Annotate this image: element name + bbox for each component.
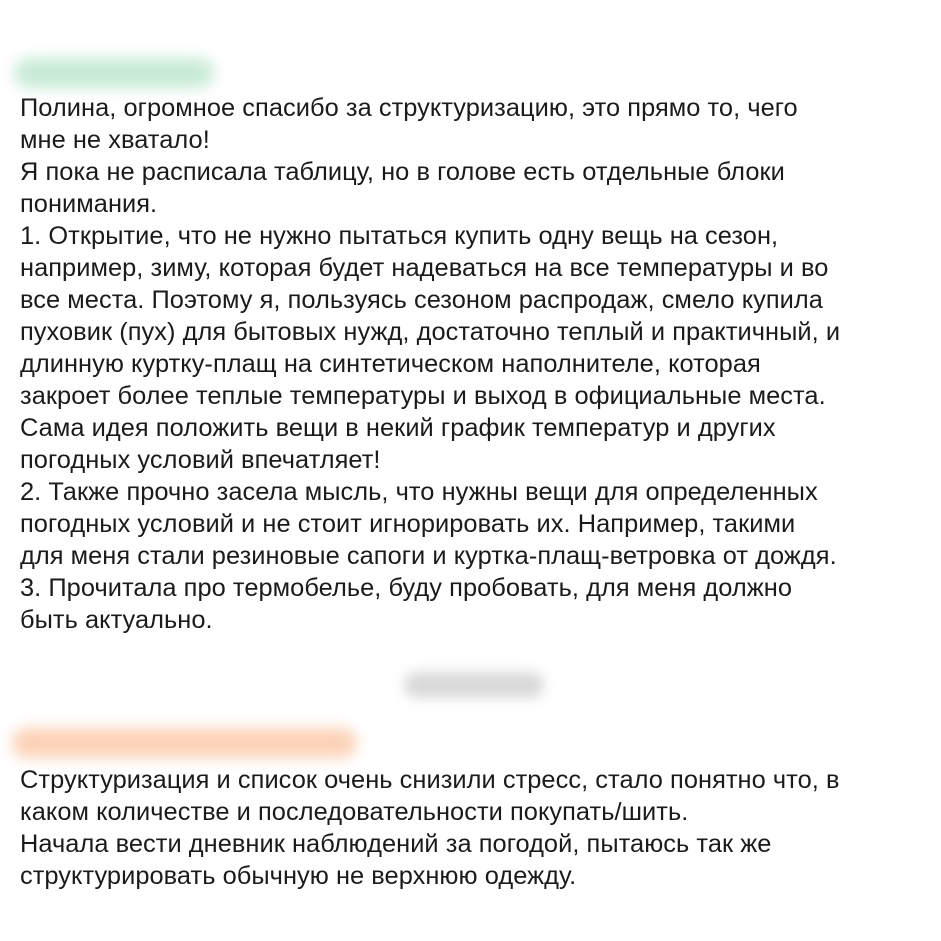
message-line: Сама идея положить вещи в некий график температур и других bbox=[20, 414, 776, 442]
message-line: мне не хватало! bbox=[20, 126, 210, 154]
message-line: Структуризация и список очень снизили стресс, стало понятно что, в bbox=[20, 766, 840, 794]
message-line: погодных условий впечатляет! bbox=[20, 446, 381, 474]
message-line: 3. Прочитала про термобелье, буду пробовать, для меня должно bbox=[20, 574, 792, 602]
message-line: Полина, огромное спасибо за структуризацию, это прямо то, чего bbox=[20, 94, 798, 122]
date-divider-blurred bbox=[404, 672, 544, 698]
message-line: Я пока не расписала таблицу, но в голове есть отдельные блоки bbox=[20, 158, 785, 186]
message-line: быть актуально. bbox=[20, 606, 213, 634]
message-line: пуховик (пух) для бытовых нужд, достаточно теплый и практичный, и bbox=[20, 318, 841, 346]
message-line: для меня стали резиновые сапоги и куртка-плащ-ветровка от дождя. bbox=[20, 542, 837, 570]
message-text bbox=[20, 764, 925, 892]
message-line: например, зиму, которая будет надеваться на все температуры и во bbox=[20, 254, 829, 282]
message-line: 2. Также прочно засела мысль, что нужны вещи для определенных bbox=[20, 478, 818, 506]
message-line: погодных условий и не стоит игнорировать их. Например, такими bbox=[20, 510, 796, 538]
message-line: 1. Открытие, что не нужно пытаться купить одну вещь на сезон, bbox=[20, 222, 779, 250]
message-line: каком количестве и последовательности покупать/шить. bbox=[20, 798, 689, 826]
message-text bbox=[20, 92, 925, 636]
sender-name-blurred bbox=[14, 58, 214, 88]
message-line: все места. Поэтому я, пользуясь сезоном распродаж, смело купила bbox=[20, 286, 823, 314]
message-line: закроет более теплые температуры и выход в официальные места. bbox=[20, 382, 826, 410]
sender-name-blurred bbox=[12, 728, 357, 758]
message-line: понимания. bbox=[20, 190, 158, 218]
message-2 bbox=[20, 728, 925, 892]
message-line: структурировать обычную не верхнюю одежду. bbox=[20, 862, 577, 890]
message-line: длинную куртку-плащ на синтетическом наполнителе, которая bbox=[20, 350, 761, 378]
message-line: Начала вести дневник наблюдений за погодой, пытаюсь так же bbox=[20, 830, 772, 858]
message-1 bbox=[20, 58, 925, 636]
